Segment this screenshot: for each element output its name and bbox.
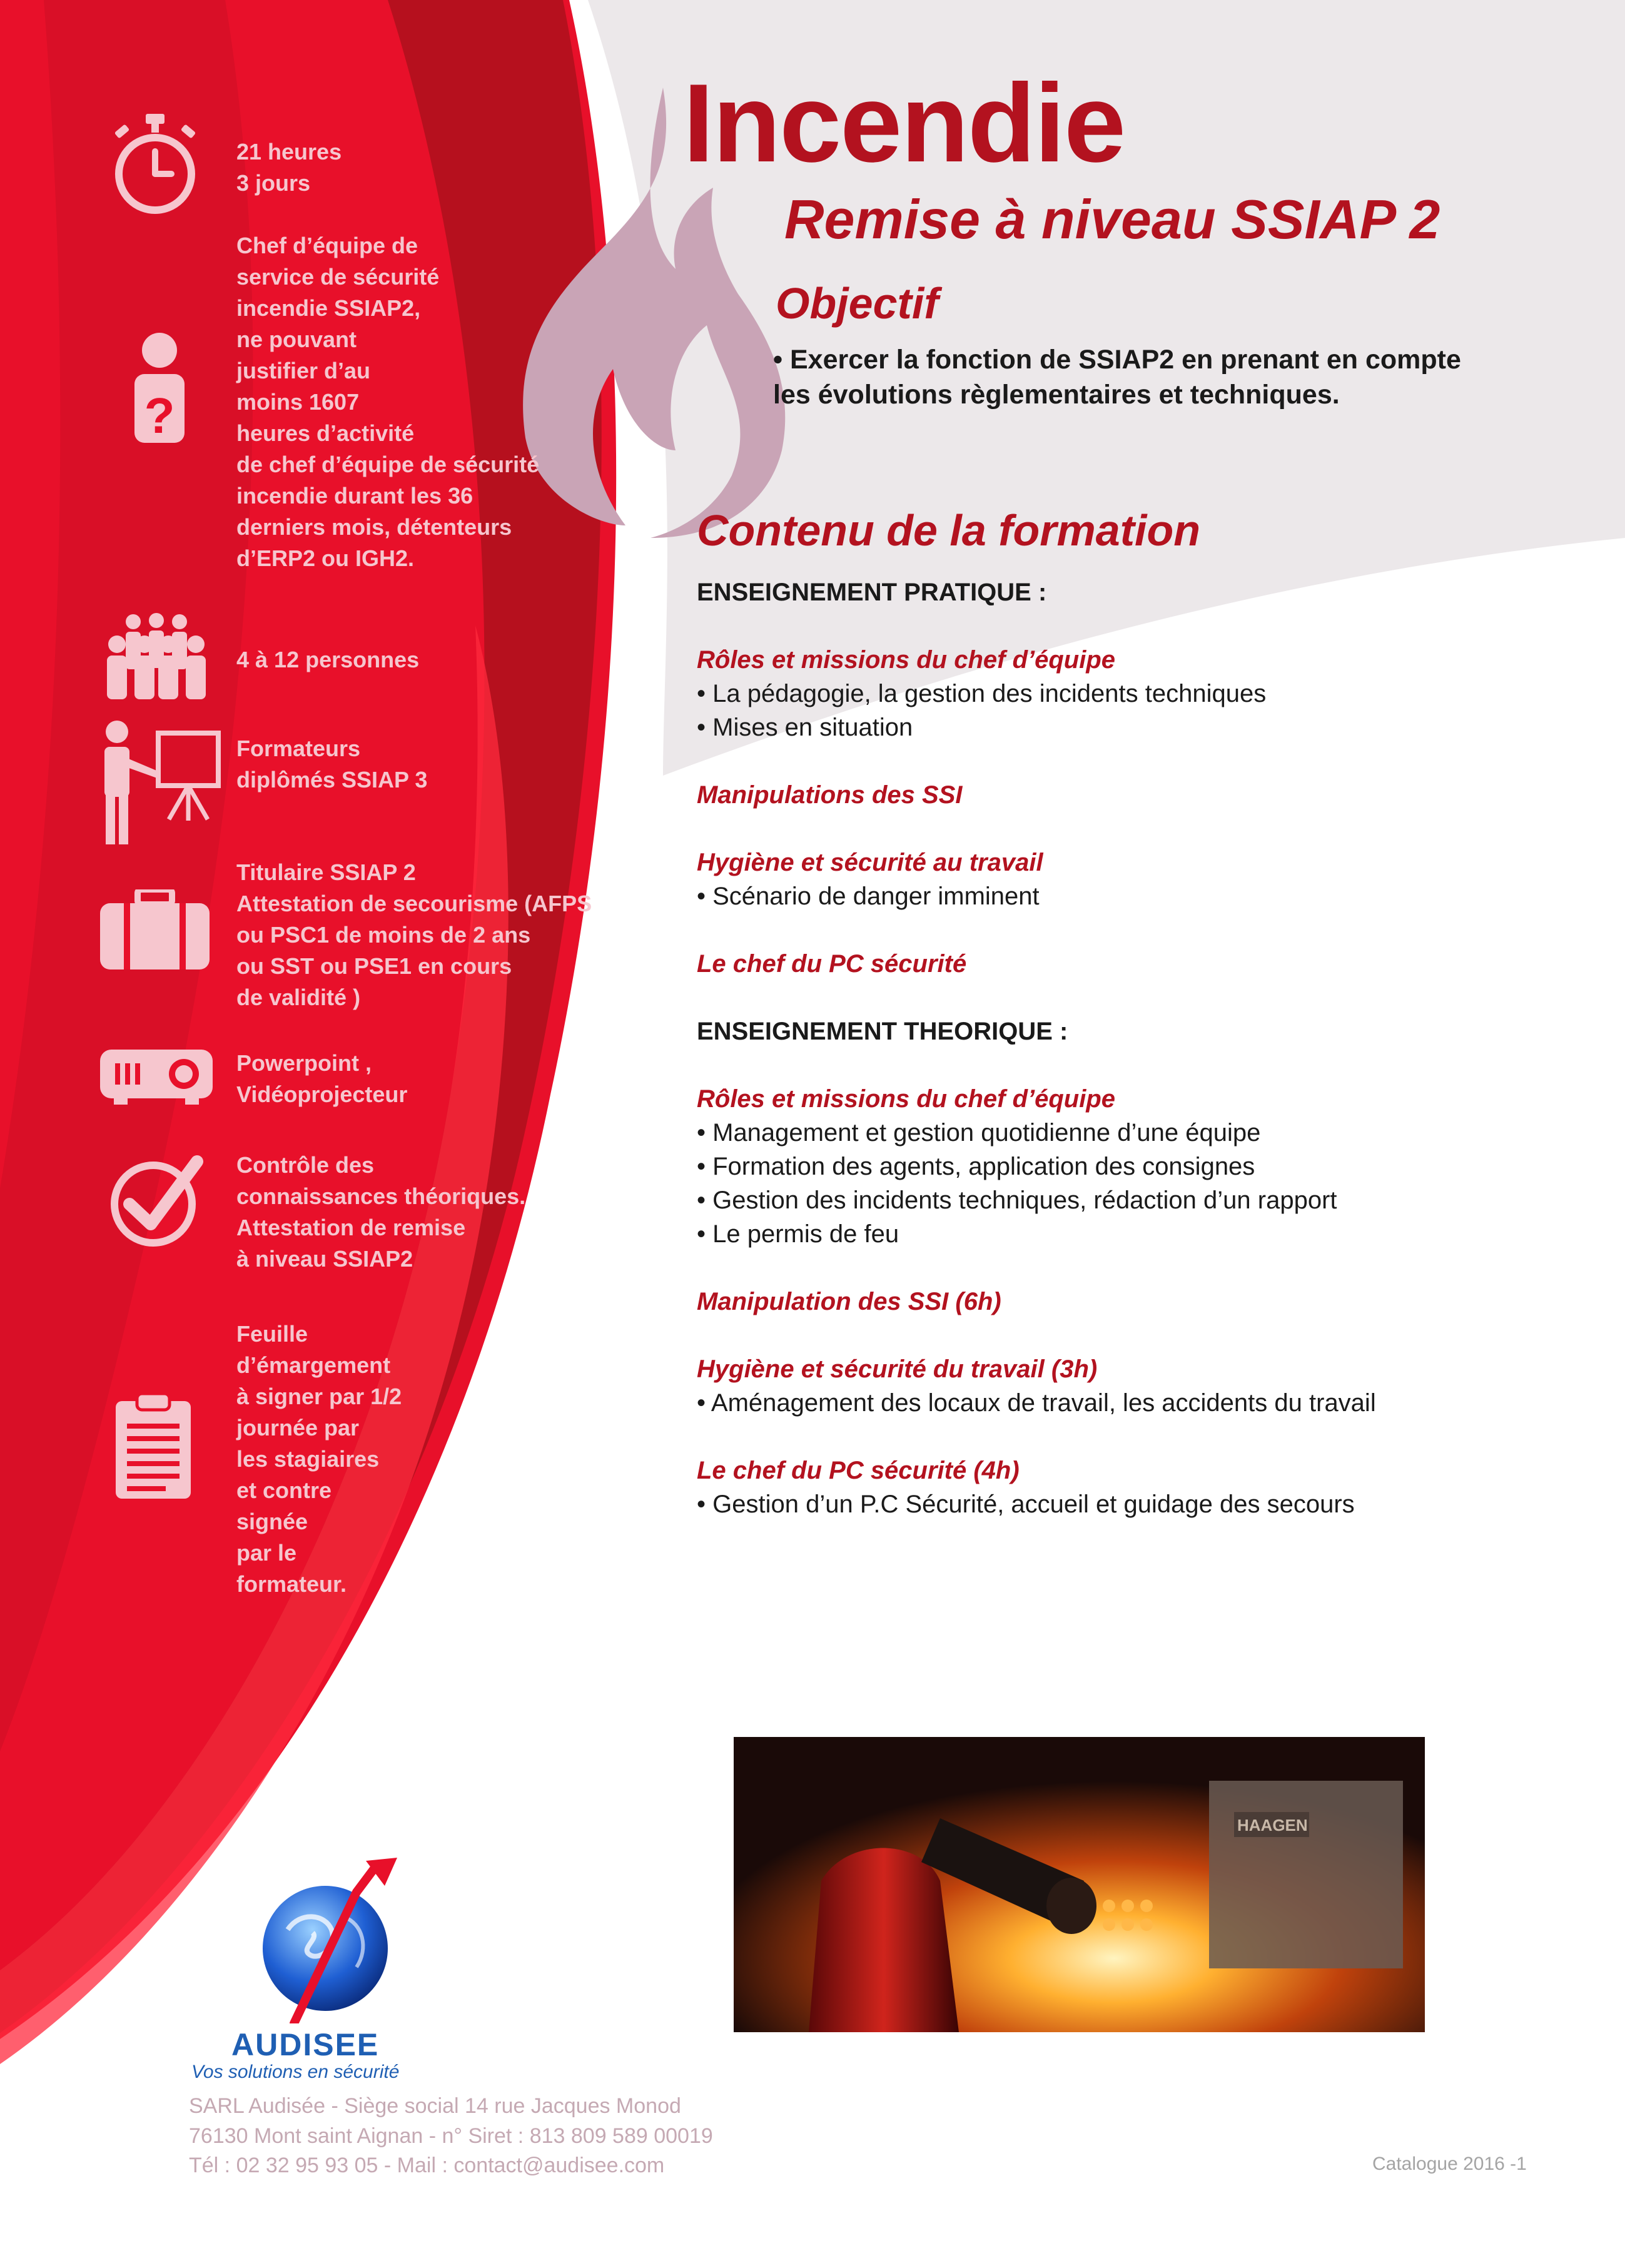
theorique-section xyxy=(697,1015,1522,1048)
objectif-heading: Objectif xyxy=(776,279,939,328)
attendance-text: Feuille d’émargement à signer par 1/2 journée par les stagiaires et contre signée par le formateur. xyxy=(236,1321,402,1597)
objectif-text: • Exercer la fonction de SSIAP2 en prenant en compte les évolutions règlementaires et techniques. xyxy=(773,345,1461,410)
content-block xyxy=(697,1082,1522,1251)
bullet-item: • Management et gestion quotidienne d’une équipe xyxy=(697,1119,1261,1147)
duration-text: 21 heures 3 jours xyxy=(236,139,342,196)
brand-name: AUDISEE xyxy=(231,2027,380,2062)
bullet-item: • Formation des agents, application des consignes xyxy=(697,1153,1255,1180)
content-block xyxy=(697,643,1522,744)
block-title: Hygiène et sécurité au travail xyxy=(697,849,1043,876)
machine-label: HAAGEN xyxy=(1237,1816,1308,1835)
catalogue-label: Catalogue 2016 -1 xyxy=(1372,2154,1527,2174)
checkmark-icon xyxy=(109,1154,203,1248)
audisee-logo xyxy=(250,1855,413,2023)
bullet-item: • Aménagement des locaux de travail, les accidents du travail xyxy=(697,1389,1376,1417)
block-title: Rôles et missions du chef d’équipe xyxy=(697,1085,1116,1113)
content-block xyxy=(697,778,1522,812)
group-icon xyxy=(103,613,210,701)
block-title: Le chef du PC sécurité (4h) xyxy=(697,1457,1020,1484)
content-block xyxy=(697,1352,1522,1420)
page-subtitle: Remise à niveau SSIAP 2 xyxy=(784,188,1440,250)
bullet-item: • Le permis de feu xyxy=(697,1220,899,1248)
footer-siret: 76130 Mont saint Aignan - n° Siret : 813 809 589 00019 xyxy=(189,2124,713,2148)
bullet-item: • Scénario de danger imminent xyxy=(697,883,1040,910)
audience-text: Chef d’équipe de service de sécurité incendie SSIAP2, ne pouvant justifier d’au moins 1607 heures d’activité de chef d’équipe de sécurité incendie durant les 36 derniers mois, détenteurs d’ERP2 ou IGH2. xyxy=(236,233,540,571)
briefcase-icon xyxy=(100,889,210,971)
projector-icon xyxy=(100,1043,213,1106)
section-heading: ENSEIGNEMENT THEORIQUE : xyxy=(697,1018,1068,1045)
footer-address: SARL Audisée - Siège social 14 rue Jacques Monod xyxy=(189,2094,681,2118)
footer-contact: Tél : 02 32 95 93 05 - Mail : contact@audisee.com xyxy=(189,2154,665,2177)
prerequisites-text: Titulaire SSIAP 2 Attestation de secourisme (AFPS ou PSC1 de moins de 2 ans ou SST ou PSE1 en cours de validité ) xyxy=(236,859,592,1010)
content-section xyxy=(697,575,1522,1555)
group-size-text: 4 à 12 personnes xyxy=(236,647,420,672)
bullet-item: • Gestion des incidents techniques, rédaction d’un rapport xyxy=(697,1187,1337,1214)
block-title: Le chef du PC sécurité xyxy=(697,950,967,978)
clipboard-icon xyxy=(116,1394,191,1500)
bullet-item: • La pédagogie, la gestion des incidents techniques xyxy=(697,680,1267,707)
equipment-text: Powerpoint , Vidéoprojecteur xyxy=(236,1050,408,1107)
content-block xyxy=(697,1454,1522,1521)
block-title: Hygiène et sécurité du travail (3h) xyxy=(697,1355,1098,1383)
evaluation-text: Contrôle des connaissances théoriques. Attestation de remise à niveau SSIAP2 xyxy=(236,1152,526,1272)
content-block xyxy=(697,846,1522,913)
bullet-item: • Mises en situation xyxy=(697,714,913,741)
stopwatch-icon xyxy=(111,114,199,214)
svg-text:?: ? xyxy=(144,388,175,443)
page-title: Incendie xyxy=(683,61,1125,185)
trainers-text: Formateurs diplômés SSIAP 3 xyxy=(236,736,428,792)
block-title: Manipulation des SSI (6h) xyxy=(697,1288,1001,1315)
bullet-item: • Gestion d’un P.C Sécurité, accueil et guidage des secours xyxy=(697,1491,1355,1518)
fire-extinguisher-photo xyxy=(734,1737,1425,2032)
block-title: Rôles et missions du chef d’équipe xyxy=(697,646,1116,674)
trainer-board-icon xyxy=(97,721,222,846)
content-block xyxy=(697,947,1522,981)
section-heading: ENSEIGNEMENT PRATIQUE : xyxy=(697,579,1047,606)
person-question-icon xyxy=(128,333,191,445)
block-title: Manipulations des SSI xyxy=(697,781,963,809)
pratique-section xyxy=(697,575,1522,609)
content-block xyxy=(697,1285,1522,1319)
contenu-heading: Contenu de la formation xyxy=(697,506,1200,555)
brand-slogan: Vos solutions en sécurité xyxy=(191,2062,400,2082)
